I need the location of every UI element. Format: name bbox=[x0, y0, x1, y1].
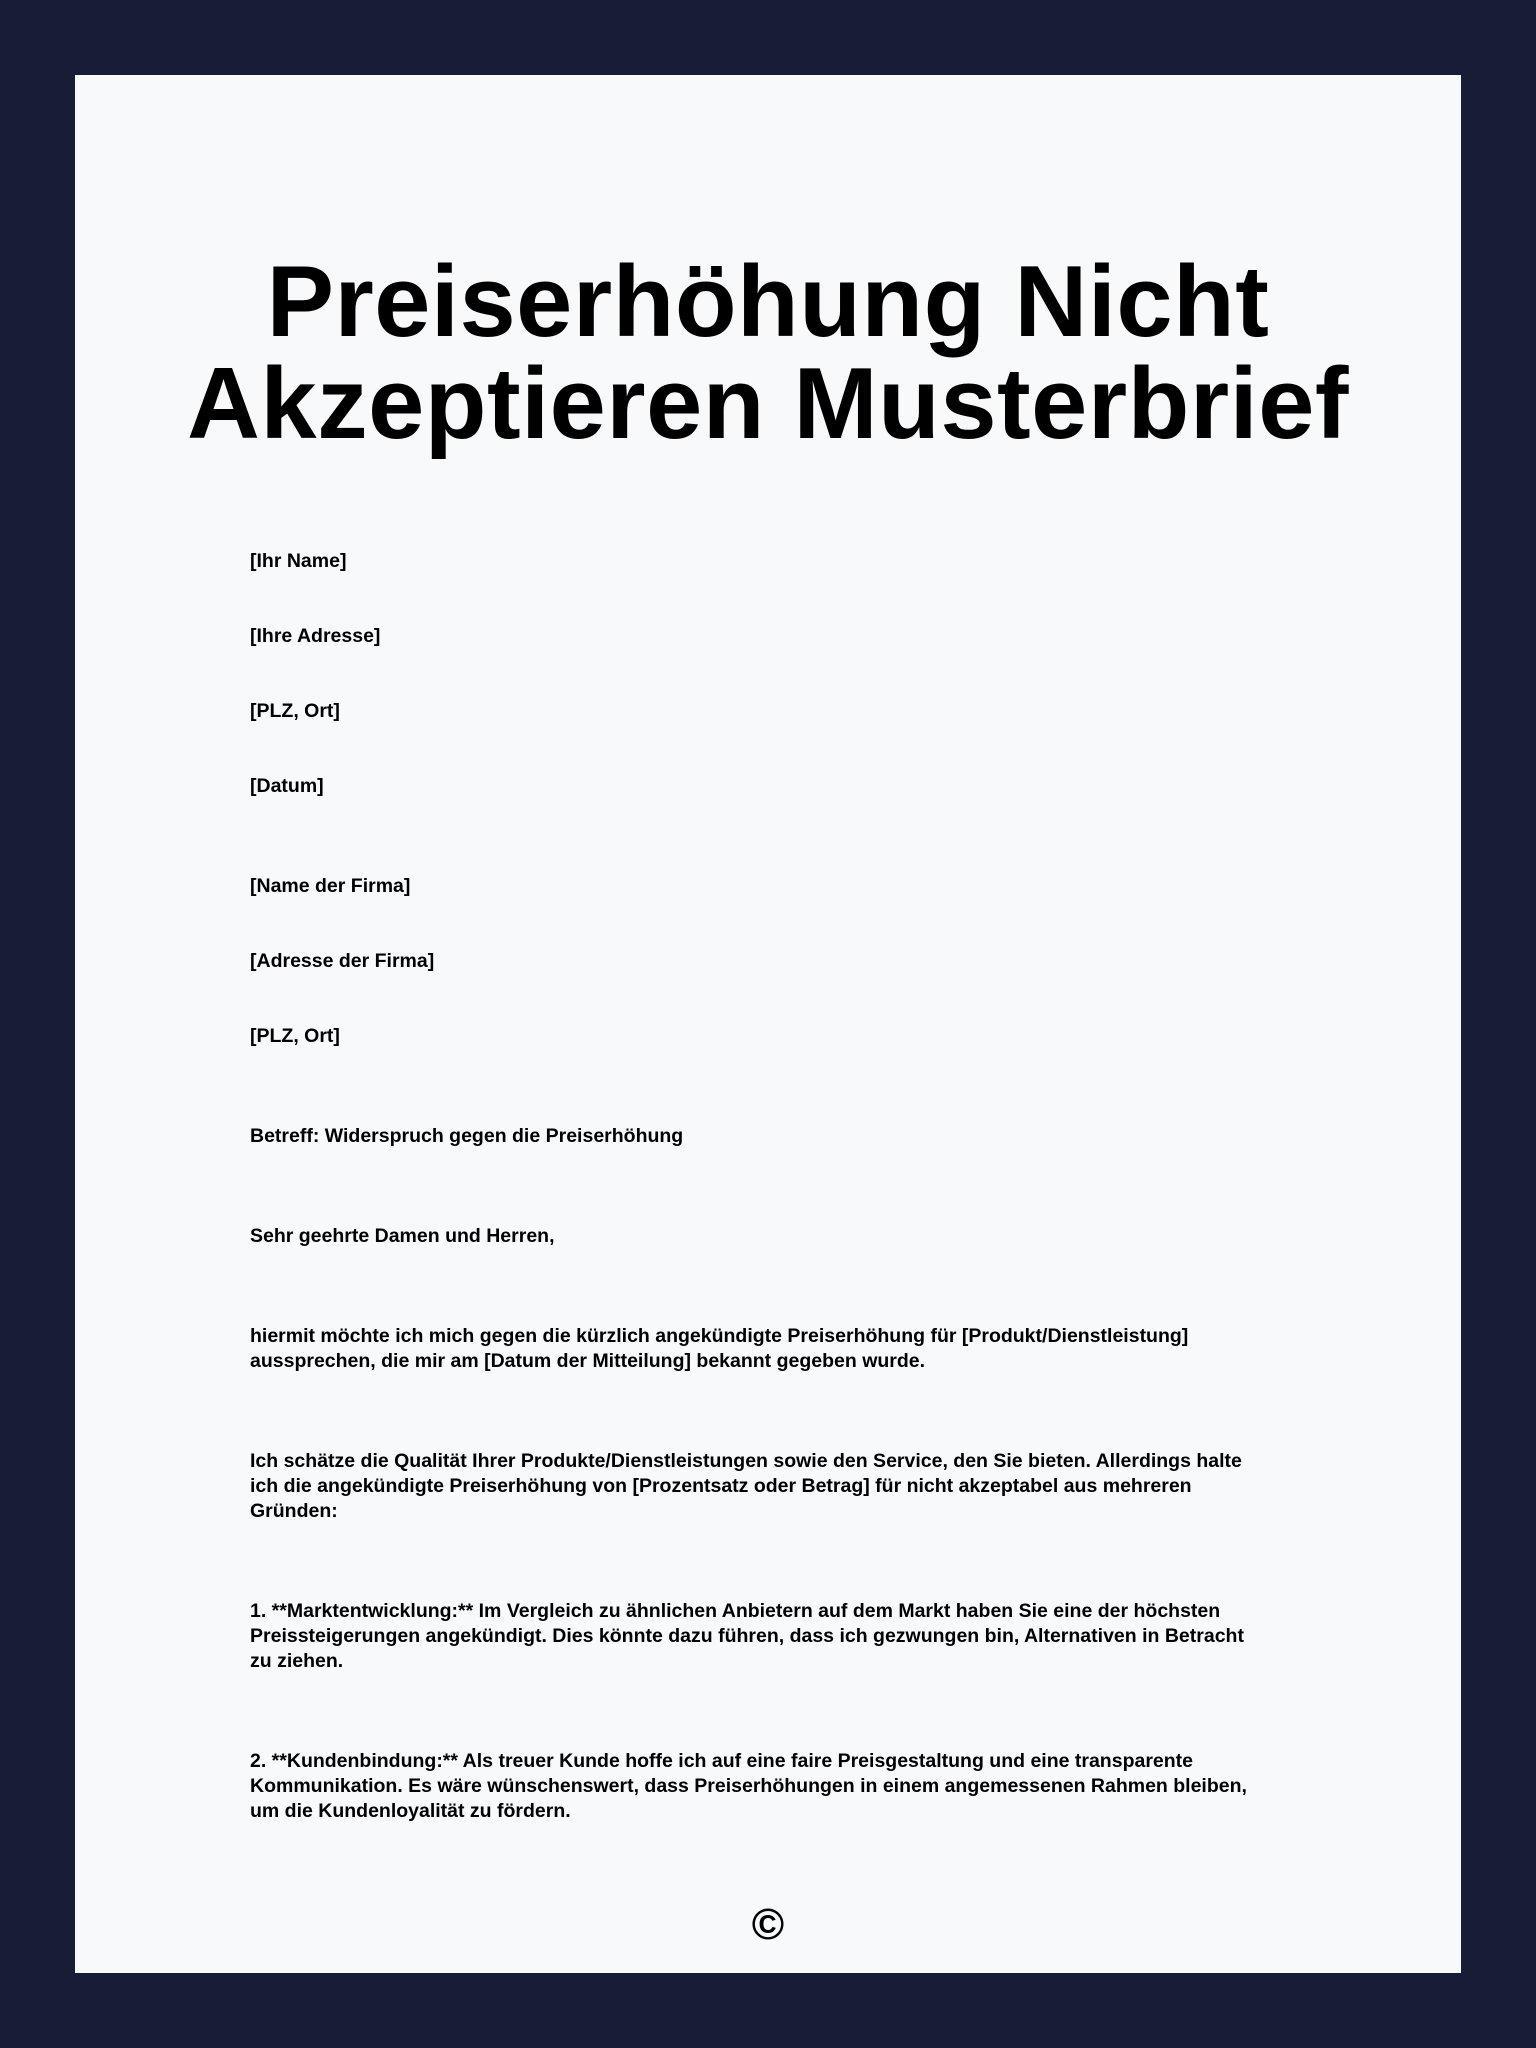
paragraph-line: Ich schätze die Qualität Ihrer Produkte/Dienstleistungen sowie den Service, den Sie bieten. Allerdings halte bbox=[250, 1450, 1242, 1472]
paragraph-line: aussprechen, die mir am [Datum der Mitteilung] bekannt gegeben wurde. bbox=[250, 1350, 926, 1372]
paragraph-line: Gründen: bbox=[250, 1500, 338, 1522]
salutation: Sehr geehrte Damen und Herren, bbox=[250, 1225, 555, 1247]
sender-address: [Ihre Adresse] bbox=[250, 625, 381, 647]
paragraph-line: 1. **Marktentwicklung:** Im Vergleich zu ähnlichen Anbietern auf dem Markt haben Sie eine der höchsten bbox=[250, 1600, 1221, 1622]
paragraph-1 bbox=[250, 1324, 1290, 1374]
title-line-1: Preiserhöhung Nicht bbox=[266, 246, 1270, 358]
paragraph-4 bbox=[250, 1749, 1290, 1824]
title-line-2: Akzeptieren Musterbrief bbox=[186, 348, 1350, 460]
recipient-address: [Adresse der Firma] bbox=[250, 950, 435, 972]
paragraph-line: 2. **Kundenbindung:** Als treuer Kunde hoffe ich auf eine faire Preisgestaltung und eine transparente bbox=[250, 1750, 1194, 1772]
recipient-company: [Name der Firma] bbox=[250, 875, 411, 897]
paragraph-2 bbox=[250, 1449, 1290, 1524]
paragraph-line: um die Kundenloyalität zu fördern. bbox=[250, 1800, 571, 1822]
recipient-city: [PLZ, Ort] bbox=[250, 1025, 340, 1047]
letter-date: [Datum] bbox=[250, 775, 324, 797]
paragraph-line: Preissteigerungen angekündigt. Dies könnte dazu führen, dass ich gezwungen bin, Alternativen in Betracht bbox=[250, 1625, 1244, 1647]
paragraph-line: Kommunikation. Es wäre wünschenswert, dass Preiserhöhungen in einem angemessenen Rahmen bleiben, bbox=[250, 1775, 1247, 1797]
sender-name: [Ihr Name] bbox=[250, 550, 347, 572]
paragraph-line: hiermit möchte ich mich gegen die kürzlich angekündigte Preiserhöhung für [Produkt/Dienstleistung] bbox=[250, 1325, 1189, 1347]
document-page bbox=[75, 75, 1461, 1973]
sender-city: [PLZ, Ort] bbox=[250, 700, 340, 722]
paragraph-line: ich die angekündigte Preiserhöhung von [Prozentsatz oder Betrag] für nicht akzeptabel aus mehreren bbox=[250, 1475, 1192, 1497]
copyright-icon: © bbox=[751, 1900, 785, 1949]
page-title bbox=[75, 246, 1461, 460]
paragraph-3 bbox=[250, 1599, 1290, 1674]
subject-line: Betreff: Widerspruch gegen die Preiserhöhung bbox=[250, 1125, 684, 1147]
paragraph-line: zu ziehen. bbox=[250, 1650, 344, 1672]
